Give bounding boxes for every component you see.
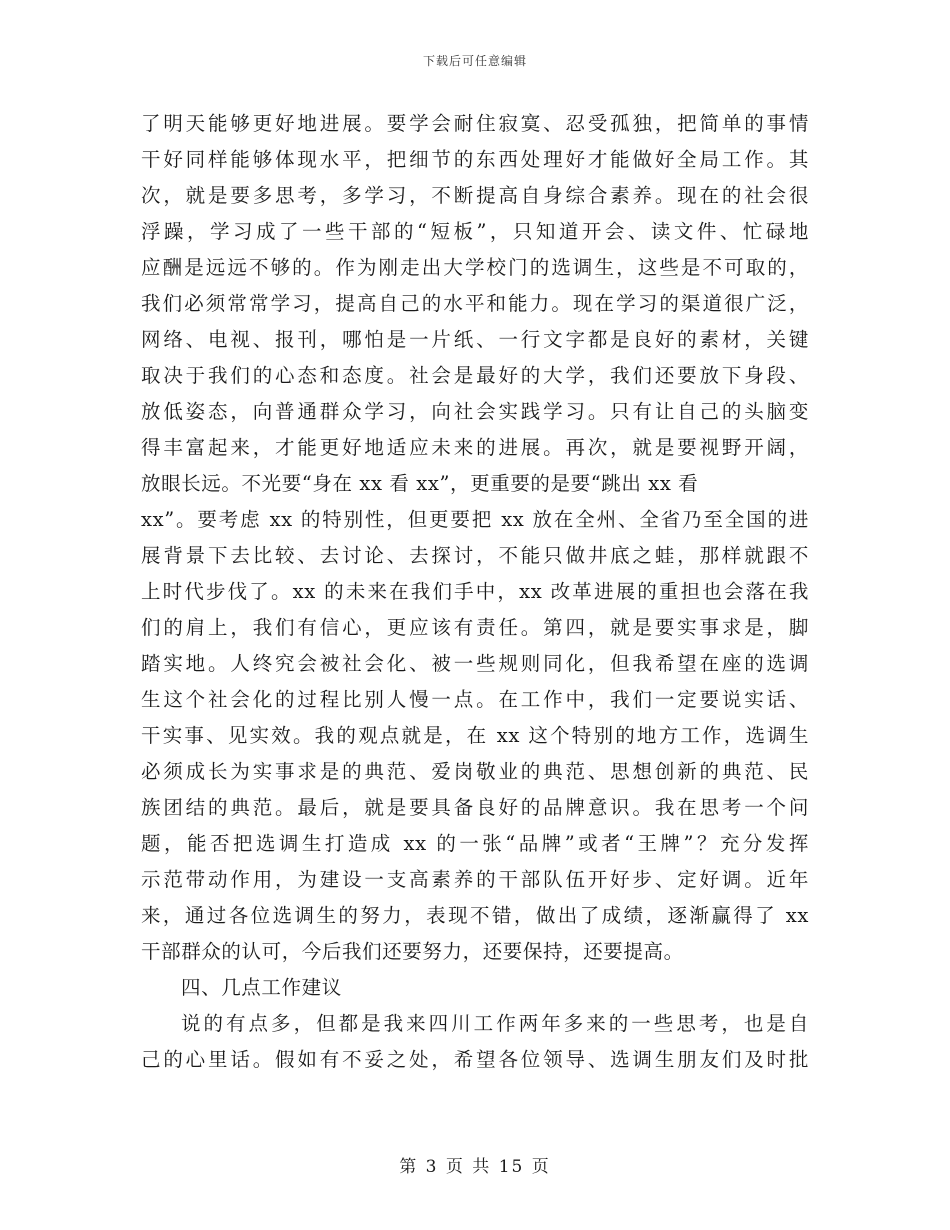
text-line: 我们必须常常学习，提高自己的水平和能力。现在学习的渠道很广泛， [141,292,809,315]
text-line: 来，通过各位选调生的努力，表现不错，做出了成绩，逐渐赢得了 xx [141,904,809,927]
text-line: 上时代步伐了。xx 的未来在我们手中，xx 改革进展的重担也会落在我 [141,580,809,603]
text-line: 们的肩上，我们有信心，更应该有责任。第四，就是要实事求是，脚 [141,616,809,639]
text-line: 生这个社会化的过程比别人慢一点。在工作中，我们一定要说实话、 [141,688,809,711]
text-line: 说的有点多，但都是我来四川工作两年多来的一些思考，也是自 [181,1012,809,1035]
text-line: 己的心里话。假如有不妥之处，希望各位领导、选调生朋友们及时批 [141,1048,809,1071]
text-line: 次，就是要多思考，多学习，不断提高自身综合素养。现在的社会很 [141,184,809,207]
text-line: 应酬是远远不够的。作为刚走出大学校门的选调生，这些是不可取的， [141,256,809,279]
page-header: 下载后可任意编辑 [422,54,527,68]
text-line: 族团结的典范。最后，就是要具备良好的品牌意识。我在思考一个问 [141,796,809,819]
text-line: 干实事、见实效。我的观点就是，在 xx 这个特别的地方工作，选调生 [141,724,809,747]
text-line: 了明天能够更好地进展。要学会耐住寂寞、忍受孤独，把简单的事情 [141,112,809,135]
text-line: 得丰富起来，才能更好地适应未来的进展。再次，就是要视野开阔， [141,436,809,459]
text-line: 必须成长为实事求是的典范、爱岗敬业的典范、思想创新的典范、民 [141,760,809,783]
text-line: xx”。要考虑 xx 的特别性，但更要把 xx 放在全州、全省乃至全国的进 [141,508,809,531]
text-line: 放低姿态，向普通群众学习，向社会实践学习。只有让自己的头脑变 [141,400,809,423]
text-line: 踏实地。人终究会被社会化、被一些规则同化，但我希望在座的选调 [141,652,809,675]
text-line: 网络、电视、报刊，哪怕是一片纸、一行文字都是良好的素材，关键 [141,328,809,351]
text-line: 示范带动作用，为建设一支高素养的干部队伍开好步、定好调。近年 [141,868,809,891]
text-line: 干部群众的认可，今后我们还要努力，还要保持，还要提高。 [141,940,684,963]
text-line: 展背景下去比较、去讨论、去探讨，不能只做井底之蛙，那样就跟不 [141,544,809,567]
text-line: 取决于我们的心态和态度。社会是最好的大学，我们还要放下身段、 [141,364,809,387]
text-line: 干好同样能够体现水平，把细节的东西处理好才能做好全局工作。其 [141,148,809,171]
page-number: 第 3 页 共 15 页 [399,1157,551,1177]
section-heading: 四、几点工作建议 [181,976,342,999]
text-line: 题，能否把选调生打造成 xx 的一张“品牌”或者“王牌”？充分发挥 [141,832,809,855]
document-body [141,106,809,1078]
text-line: 浮躁，学习成了一些干部的“短板”，只知道开会、读文件、忙碌地 [141,220,809,243]
text-line: 放眼长远。不光要“身在 xx 看 xx”，更重要的是要“跳出 xx 看 [141,472,699,495]
